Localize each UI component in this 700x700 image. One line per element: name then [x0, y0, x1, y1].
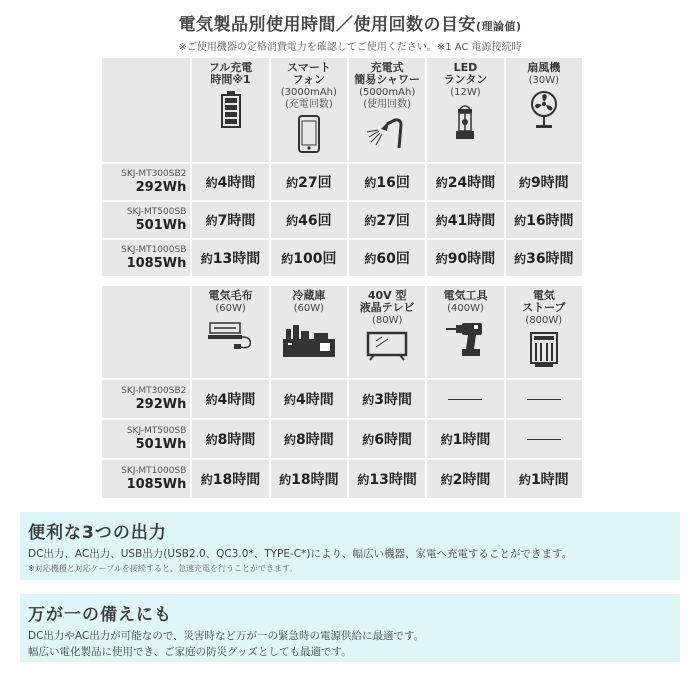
value-text: 60回 — [376, 251, 410, 267]
table-row — [102, 240, 582, 276]
model-code: SKJ-MT300SB2 — [121, 386, 187, 396]
approx-prefix: 約 — [440, 473, 453, 487]
column-spec: (12W) — [450, 87, 481, 98]
model-code: SKJ-MT300SB2 — [121, 169, 187, 179]
approx-prefix: 約 — [200, 252, 213, 266]
model-cell — [102, 380, 190, 418]
column-name: スマート フォン — [286, 61, 331, 86]
approx-prefix: 約 — [514, 252, 527, 266]
approx-prefix: 約 — [281, 252, 294, 266]
approx-prefix: 約 — [283, 393, 296, 407]
column-header — [271, 58, 347, 162]
model-code: SKJ-MT500SB — [126, 426, 187, 436]
usage-table-2 — [100, 284, 584, 500]
value-text: 3時間 — [374, 392, 413, 408]
approx-prefix: 約 — [514, 214, 527, 228]
value-cell — [427, 202, 503, 238]
page-title-sub: (理論値) — [475, 20, 522, 33]
approx-prefix: 約 — [205, 433, 218, 447]
approx-prefix: 約 — [435, 252, 448, 266]
column-header — [271, 286, 347, 378]
value-text: 4時間 — [295, 392, 334, 408]
column-name: 扇風機 — [527, 61, 561, 74]
tv-icon — [349, 331, 425, 361]
column-spec: (400W) — [447, 303, 484, 314]
model-capacity: 501Wh — [135, 437, 187, 452]
column-header — [506, 286, 582, 378]
page-title — [0, 10, 700, 35]
column-name: 冷蔵庫 — [292, 289, 326, 302]
value-text: 46回 — [298, 213, 332, 229]
value-cell — [427, 240, 503, 276]
feature-title-emergency: 万が一の備えにも — [28, 605, 172, 625]
value-cell — [349, 380, 425, 418]
value-text: 8時間 — [295, 432, 334, 448]
usage-note: ※ご使用機器の定格消費電力を確認してご使用ください。※1 AC 電源接続時 — [178, 42, 522, 53]
value-text: 1時間 — [452, 432, 491, 448]
value-cell — [506, 420, 582, 458]
approx-prefix: 約 — [364, 252, 377, 266]
column-name: 充電式 簡易シャワー — [354, 61, 421, 86]
value-text: 16時間 — [526, 213, 574, 229]
table-row — [102, 420, 582, 458]
value-text: 100回 — [293, 251, 337, 267]
feature-note-outputs: ※対応機種と対応ケーブルを接続すると、急速充電を行うことができます。 — [28, 564, 298, 573]
column-header — [506, 58, 582, 162]
column-name: 40V 型 液晶テレビ — [359, 289, 415, 314]
feature-title-outputs: 便利な3つの出力 — [28, 523, 167, 543]
approx-prefix: 約 — [435, 214, 448, 228]
value-text: 27回 — [298, 175, 332, 191]
not-applicable-dash — [448, 399, 482, 400]
fan-icon — [506, 91, 582, 129]
model-capacity: 1085Wh — [126, 477, 187, 492]
value-text: 6時間 — [374, 432, 413, 448]
electric-heater-icon — [506, 331, 582, 369]
value-text: 2時間 — [452, 472, 491, 488]
table-corner — [102, 58, 190, 162]
column-name: 電気工具 — [443, 289, 488, 302]
approx-prefix: 約 — [362, 433, 375, 447]
table-row — [102, 380, 582, 418]
page-title-main: 電気製品別使用時間／使用回数の目安 — [178, 15, 476, 35]
model-capacity: 1085Wh — [126, 256, 187, 271]
value-text: 13時間 — [369, 472, 417, 488]
approx-prefix: 約 — [364, 176, 377, 190]
value-text: 18時間 — [212, 472, 261, 488]
column-spec: (3000mAh) (充電回数) — [280, 87, 337, 110]
value-text: 16回 — [376, 175, 410, 191]
column-header — [349, 286, 425, 378]
refrigerator-icon — [271, 319, 347, 359]
column-spec: (80W) — [371, 315, 403, 326]
value-text: 24時間 — [447, 175, 496, 191]
model-cell — [102, 164, 190, 200]
model-cell — [102, 240, 190, 276]
table-row — [102, 460, 582, 498]
column-header — [349, 58, 425, 162]
value-cell — [192, 380, 268, 418]
approx-prefix: 約 — [518, 176, 531, 190]
battery-icon — [192, 90, 268, 128]
approx-prefix: 約 — [435, 176, 448, 190]
value-cell — [349, 202, 425, 238]
column-name: 電気 ストーブ — [522, 289, 566, 314]
approx-prefix: 約 — [283, 433, 296, 447]
value-cell — [349, 164, 425, 200]
not-applicable-dash — [527, 439, 561, 440]
value-text: 41時間 — [447, 213, 496, 229]
column-name: フル充電 時間※1 — [208, 61, 253, 86]
value-cell — [427, 164, 503, 200]
table-row — [102, 202, 582, 238]
value-text: 27回 — [376, 213, 410, 229]
column-header — [427, 286, 503, 378]
value-cell — [349, 420, 425, 458]
column-header — [192, 286, 268, 378]
feature-text-emergency-2: 幅広い電化製品に使用でき、ご家庭の防災グッズとしても最適です。 — [28, 646, 352, 658]
value-text: 7時間 — [217, 213, 256, 229]
model-code: SKJ-MT1000SB — [121, 466, 187, 476]
shower-icon — [349, 115, 425, 149]
value-text: 1時間 — [530, 472, 569, 488]
column-spec: (30W) — [528, 75, 560, 86]
approx-prefix: 約 — [362, 393, 375, 407]
approx-prefix: 約 — [205, 393, 218, 407]
electric-blanket-icon — [192, 319, 268, 351]
value-cell — [271, 164, 347, 200]
smartphone-icon — [271, 115, 347, 153]
approx-prefix: 約 — [357, 473, 370, 487]
value-cell — [427, 380, 503, 418]
model-cell — [102, 460, 190, 498]
model-code: SKJ-MT1000SB — [121, 245, 187, 255]
value-cell — [271, 202, 347, 238]
value-cell — [506, 202, 582, 238]
column-spec: (800W) — [525, 315, 563, 326]
model-capacity: 292Wh — [135, 397, 187, 412]
approx-prefix: 約 — [279, 473, 292, 487]
column-spec: (60W) — [293, 303, 325, 314]
value-text: 4時間 — [217, 175, 256, 191]
value-cell — [192, 420, 268, 458]
approx-prefix: 約 — [440, 433, 453, 447]
value-cell — [427, 460, 503, 498]
table-corner — [102, 286, 190, 378]
model-capacity: 501Wh — [135, 218, 187, 233]
table-row — [102, 164, 582, 200]
lantern-icon — [427, 103, 503, 141]
value-text: 18時間 — [291, 472, 339, 488]
value-cell — [506, 240, 582, 276]
value-cell — [349, 240, 425, 276]
approx-prefix: 約 — [205, 214, 218, 228]
approx-prefix: 約 — [286, 214, 299, 228]
value-cell — [506, 380, 582, 418]
approx-prefix: 約 — [518, 473, 531, 487]
feature-box-emergency — [20, 594, 680, 662]
value-cell — [192, 202, 268, 238]
not-applicable-dash — [527, 399, 561, 400]
value-text: 9時間 — [530, 175, 569, 191]
value-cell — [271, 240, 347, 276]
value-cell — [271, 420, 347, 458]
value-text: 8時間 — [217, 432, 256, 448]
column-name: LED ランタン — [443, 61, 488, 86]
value-cell — [427, 420, 503, 458]
column-spec: (60W) — [215, 303, 246, 314]
value-text: 36時間 — [526, 251, 574, 267]
approx-prefix: 約 — [205, 176, 218, 190]
column-header — [192, 58, 268, 162]
model-cell — [102, 420, 190, 458]
column-name: 電気毛布 — [208, 289, 253, 302]
power-drill-icon — [427, 319, 503, 357]
feature-box-outputs — [20, 512, 680, 580]
feature-text-outputs: DC出力、AC出力、USB出力(USB2.0、QC3.0*、TYPE-C*)により、幅広い機器、家電へ充電することができます。 — [28, 548, 573, 560]
model-capacity: 292Wh — [135, 180, 187, 195]
approx-prefix: 約 — [200, 473, 213, 487]
approx-prefix: 約 — [286, 176, 299, 190]
value-text: 90時間 — [447, 251, 496, 267]
value-cell — [349, 460, 425, 498]
value-cell — [271, 380, 347, 418]
value-cell — [271, 460, 347, 498]
model-cell — [102, 202, 190, 238]
value-cell — [192, 460, 268, 498]
value-text: 4時間 — [217, 392, 256, 408]
approx-prefix: 約 — [364, 214, 377, 228]
value-text: 13時間 — [212, 251, 261, 267]
column-header — [427, 58, 503, 162]
model-code: SKJ-MT500SB — [126, 207, 187, 217]
value-cell — [192, 164, 268, 200]
column-spec: (5000mAh) (使用回数) — [359, 87, 416, 110]
value-cell — [506, 460, 582, 498]
value-cell — [192, 240, 268, 276]
usage-table-1 — [100, 56, 584, 278]
feature-text-emergency-1: DC出力やAC出力が可能なので、災害時など万が一の緊急時の電源供給に最適です。 — [28, 630, 425, 642]
value-cell — [506, 164, 582, 200]
